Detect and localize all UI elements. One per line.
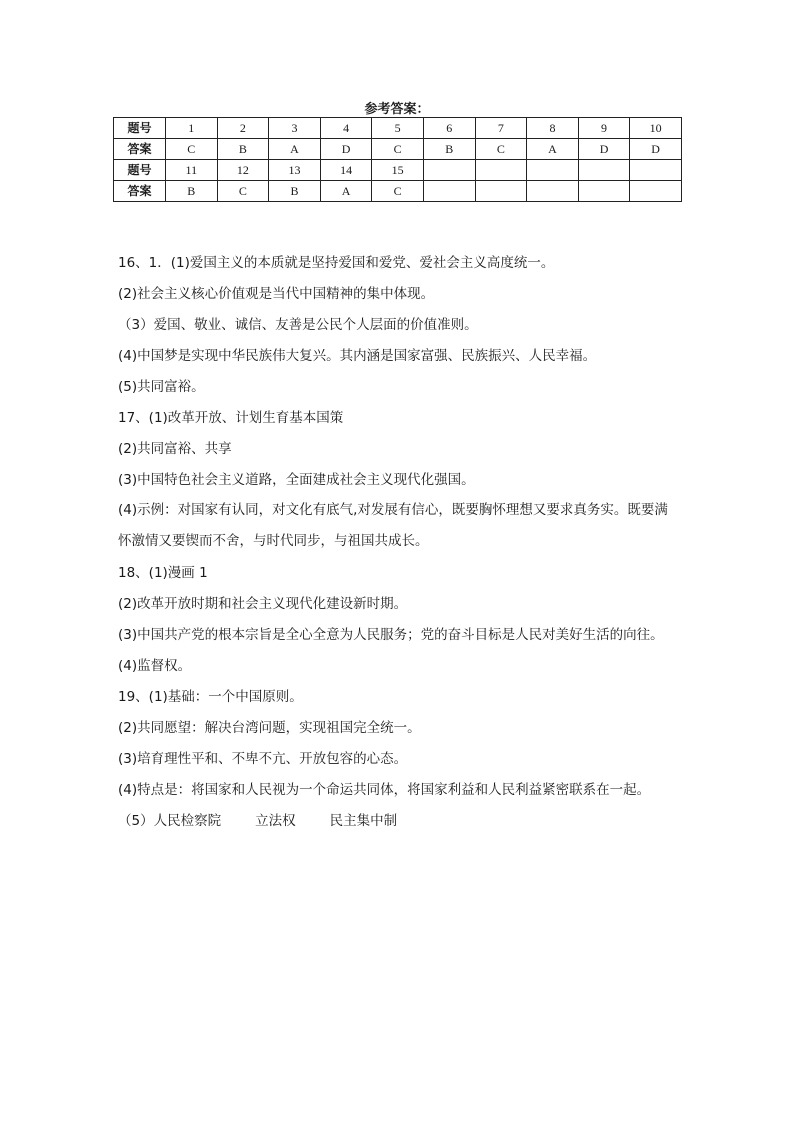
answer-line: (3)中国共产党的根本宗旨是全心全意为人民服务；党的奋斗目标是人民对美好生活的向往。 <box>118 627 664 643</box>
answer-table <box>113 117 682 202</box>
table-cell <box>578 160 630 181</box>
table-row <box>114 118 682 139</box>
table-cell: C <box>372 139 424 160</box>
row-header: 答案 <box>114 181 166 202</box>
table-cell <box>475 181 527 202</box>
answer-key-title: 参考答案： <box>364 102 430 117</box>
table-row <box>114 181 682 202</box>
row-header: 题号 <box>114 160 166 181</box>
table-cell: A <box>269 139 321 160</box>
table-cell: 1 <box>166 118 218 139</box>
table-cell: 13 <box>269 160 321 181</box>
table-cell <box>475 160 527 181</box>
table-cell: D <box>630 139 682 160</box>
table-cell: 10 <box>630 118 682 139</box>
row-header: 答案 <box>114 139 166 160</box>
table-cell <box>527 181 579 202</box>
answer-line: (4)监督权。 <box>118 658 192 674</box>
answer-line: (2)改革开放时期和社会主义现代化建设新时期。 <box>118 596 408 612</box>
table-cell: B <box>269 181 321 202</box>
answer-line: （3）爱国、敬业、诚信、友善是公民个人层面的价值准则。 <box>118 317 478 333</box>
answer-line: (4)特点是：将国家和人民视为一个命运共同体，将国家利益和人民利益紧密联系在一起。 <box>118 782 651 798</box>
table-cell: B <box>166 181 218 202</box>
table-row <box>114 139 682 160</box>
table-cell: 3 <box>269 118 321 139</box>
table-cell <box>423 160 475 181</box>
table-cell <box>630 160 682 181</box>
table-cell: B <box>217 139 269 160</box>
table-cell: 5 <box>372 118 424 139</box>
answer-part-3: 民主集中制 <box>329 813 398 829</box>
answer-line: 18、(1)漫画 1 <box>118 565 208 581</box>
table-cell: 4 <box>320 118 372 139</box>
answer-line: (5)共同富裕。 <box>118 379 205 395</box>
table-cell: 7 <box>475 118 527 139</box>
table-cell: 6 <box>423 118 475 139</box>
table-cell: D <box>320 139 372 160</box>
table-cell <box>423 181 475 202</box>
answer-line: (2)共同愿望：解决台湾问题，实现祖国完全统一。 <box>118 720 421 736</box>
answer-line: (2)社会主义核心价值观是当代中国精神的集中体现。 <box>118 286 435 302</box>
table-row <box>114 160 682 181</box>
table-cell: 15 <box>372 160 424 181</box>
table-cell: C <box>372 181 424 202</box>
table-cell: 8 <box>527 118 579 139</box>
answer-line: (3)中国特色社会主义道路，全面建成社会主义现代化强国。 <box>118 472 475 488</box>
answer-line: 16、1．(1)爱国主义的本质就是坚持爱国和爱党、爱社会主义高度统一。 <box>118 255 555 271</box>
table-cell: B <box>423 139 475 160</box>
table-cell: 12 <box>217 160 269 181</box>
answer-part-2: 立法权 <box>255 813 296 829</box>
answer-content <box>118 251 698 840</box>
table-cell <box>527 160 579 181</box>
answer-part-prefix: （5）人民检察院 <box>118 813 222 829</box>
table-cell: A <box>527 139 579 160</box>
answer-line: (3)培育理性平和、不卑不亢、开放包容的心态。 <box>118 751 408 767</box>
table-cell <box>578 181 630 202</box>
table-cell: 11 <box>166 160 218 181</box>
table-cell: C <box>475 139 527 160</box>
table-cell: A <box>320 181 372 202</box>
table-cell: 2 <box>217 118 269 139</box>
table-cell: 9 <box>578 118 630 139</box>
answer-line: 19、(1)基础：一个中国原则。 <box>118 689 303 705</box>
table-cell <box>630 181 682 202</box>
answer-line: (4)示例：对国家有认同，对文化有底气,对发展有信心，既要胸怀理想又要求真务实。既要满怀激情又要锲而不舍，与时代同步，与祖国共成长。 <box>118 502 668 549</box>
table-cell: C <box>217 181 269 202</box>
answer-line-final <box>118 809 698 840</box>
table-cell: D <box>578 139 630 160</box>
answer-line: (4)中国梦是实现中华民族伟大复兴。其内涵是国家富强、民族振兴、人民幸福。 <box>118 348 597 364</box>
table-cell: C <box>166 139 218 160</box>
row-header: 题号 <box>114 118 166 139</box>
table-cell: 14 <box>320 160 372 181</box>
answer-line: 17、(1)改革开放、计划生育基本国策 <box>118 410 344 426</box>
answer-line: (2)共同富裕、共享 <box>118 441 232 457</box>
